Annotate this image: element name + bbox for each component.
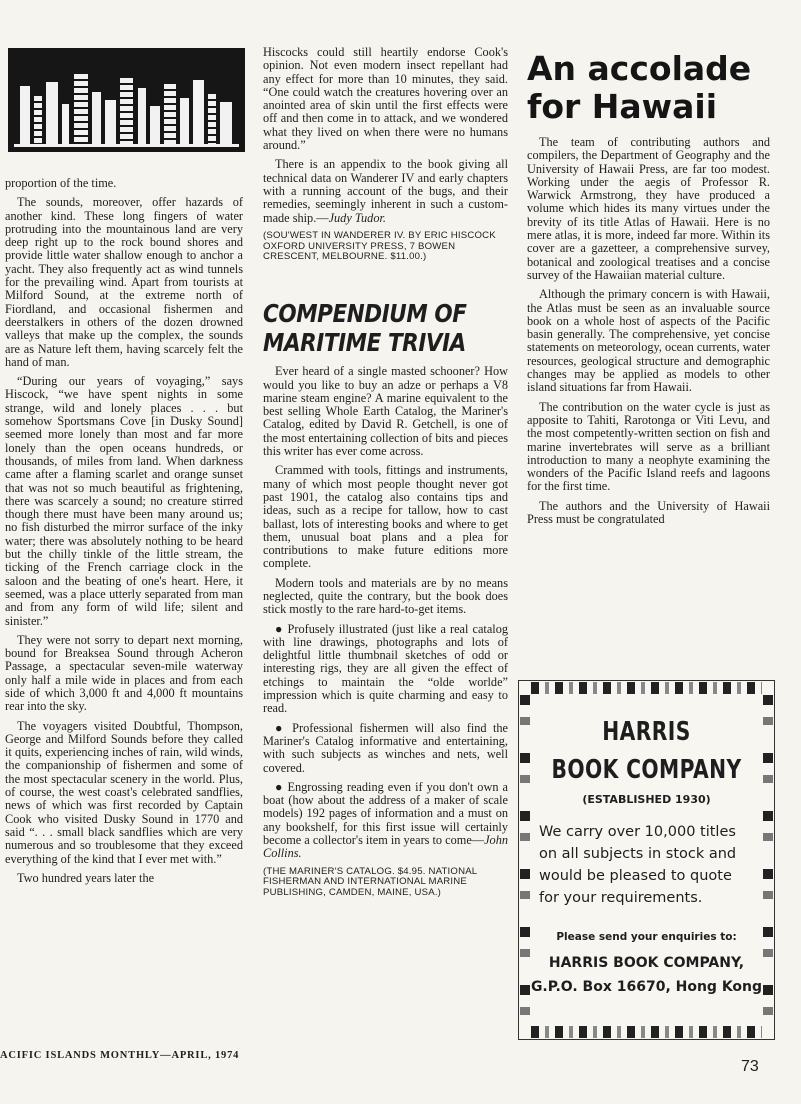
- ornamental-border: [531, 682, 762, 694]
- book-spine-icon: [92, 92, 101, 144]
- article-paragraph: proportion of the time.: [5, 176, 117, 190]
- article-paragraph: The voyagers visited Doubtful, Thompson, George and Milford Sounds before they called it quits, experiencing inches of rain, wild winds, the companionship of fishermen and some of the most spectacular scenery in the world. Plus, of course, the west coast's celebrated sandflies, news of which was first recorded by Captain Cook who visited Dusky Sound in 1770 and said “. . . small black sandflies which are very numerous and so troublesome that they exceed everything of the kind that I ever met with.”: [5, 718, 243, 866]
- book-spine-icon: [105, 100, 116, 144]
- book-spine-icon: [164, 84, 176, 144]
- article-paragraph: They were not sorry to depart next morning, bound for Breaksea Sound through Acheron Passage, a spectacular seven-mile waterway only half a mile wide in places and from each side of which 3,000 ft and 4,000 ft mountains rear into the sky.: [5, 632, 243, 714]
- book-reference: (THE MARINER'S CATALOG. $4.95. NATIONAL FISHERMAN AND INTERNATIONAL MARINE PUBLISHING, CAMDEN, MAINE, USA.): [263, 865, 477, 899]
- bookstore-advert: [518, 680, 775, 1040]
- article-text: There is an appendix to the book giving all technical data on Wanderer IV and early chapters with a running account of the bugs, and their remedies, seemingly inherent in such a custom-made ship.—: [263, 157, 508, 225]
- advert-company-name: BOOK COMPANY: [551, 755, 742, 785]
- page-number: 73: [741, 1058, 759, 1075]
- advert-enquiries: Please send your enquiries to:: [556, 931, 737, 943]
- book-spine-icon: [180, 98, 189, 144]
- article-heading: [263, 299, 474, 357]
- article-text: ● Engrossing reading even if you don't own a boat (how about the address of a maker of scale models) 192 pages of information and a must on any bookshelf, for this first issue will certainly become a collector's item in years to come—: [263, 779, 508, 848]
- article-paragraph: The team of contributing authors and compilers, the Department of Geography and the University of Hawaii Press, are far too modest. Working under the aegis of Professor R. Warwick Armstrong, they have produced a volume which hides its many virtues under the brevity of its title Atlas of Hawaii. Here is no mere atlas, it is more, indeed far more. Within its cover are a gazetteer, a comprehensive survey, botanical and zoological treatises and a concise survey of the Hawaiian material culture.: [527, 135, 770, 282]
- book-spine-icon: [74, 74, 88, 144]
- book-spine-icon: [220, 102, 232, 144]
- page-footer: ACIFIC ISLANDS MONTHLY—APRIL, 1974: [0, 1050, 240, 1061]
- article-paragraph: “During our years of voyaging,” says Hiscock, “we have spent nights in some strange, wild and lonely places . . . but somehow Sportsmans Cove [in Dusky Sound] seemed more lonely than most and far more lonely than the open oceans hundreds, or thousands, of miles from land. When darkness came after a flaming scarlet and orange sunset that was not so much beautiful as frightening, there was scarcely a sound; no creature stirred though there must have been many around us; no fish disturbed the mirror surface of the inky water; there was absolutely nothing to be heard but the chilly tinkle of the little stream, the ticking of the French carriage clock in the saloon and the beating of one's heart. Here, it seemed, was a place utterly separated from man and from any form of wild life; silent and sinister.”: [5, 374, 243, 628]
- ornamental-border: [531, 1026, 762, 1038]
- right-column: [527, 50, 770, 532]
- article-paragraph: [263, 158, 508, 224]
- article-paragraph: The authors and the University of Hawaii Press must be congratulated: [527, 498, 770, 527]
- shelf-line: [14, 144, 239, 147]
- heading-line: for Hawaii: [527, 87, 718, 126]
- book-spine-icon: [150, 106, 160, 144]
- byline: John Collins.: [263, 833, 508, 861]
- article-paragraph: The contribution on the water cycle is just as apposite to Tahiti, Rarotonga or Viti Levu, and the most competently-written section on fish and marine invertebrates will serve as a brilliant introduction to many a neophyte examining the wonders of the Pacific Island reefs and lagoons for the first time.: [527, 399, 770, 494]
- article-paragraph: Two hundred years later the: [17, 870, 155, 885]
- article-paragraph: Ever heard of a single masted schooner? How would you like to buy an adze or perhaps a V8 marine steam engine? A marine equivalent to the best selling Whole Earth Catalog, the Mariner's Catalog, edited by David R. Getchell, is one of the most entertaining collection of bits and pieces this writer has ever come across.: [263, 364, 508, 459]
- heading-line: COMPENDIUM OF: [263, 299, 467, 329]
- book-spine-icon: [20, 86, 30, 144]
- book-spine-icon: [62, 104, 69, 144]
- advert-address: G.P.O. Box 16670, Hong Kong: [530, 979, 763, 995]
- article-paragraph: Modern tools and materials are by no means neglected, quite the contrary, but the book does stick mostly to the rare hard-to-get items.: [263, 575, 508, 617]
- book-spine-icon: [34, 96, 42, 144]
- book-spine-icon: [120, 78, 133, 144]
- ornamental-border: [763, 695, 773, 1025]
- advert-address: HARRIS BOOK COMPANY,: [548, 955, 745, 971]
- heading-line: An accolade: [527, 49, 752, 88]
- book-spine-icon: [138, 88, 146, 144]
- left-column: [5, 177, 243, 891]
- book-spine-icon: [46, 82, 58, 144]
- article-heading: [527, 50, 770, 126]
- advert-company-name: HARRIS: [602, 717, 691, 747]
- middle-column: [263, 46, 508, 899]
- heading-line: MARITIME TRIVIA: [263, 328, 466, 358]
- article-paragraph: ● Professional fishermen will also find the Mariner's Catalog informative and entertaining, with such subjects as winches and nets, well covered.: [263, 720, 508, 775]
- article-paragraph: ● Profusely illustrated (just like a real catalog with line drawings, photographs and lots of delightful little thumbnail sketches of odd or interesting rigs, they are all given the effect of etchings to maintain the “olde worlde” impression which is quite charming and easy to read.: [263, 621, 508, 716]
- advert-established: (ESTABLISHED 1930): [582, 793, 711, 806]
- bookshelf-logo: [8, 48, 245, 152]
- advert-body: We carry over 10,000 titles on all subjects in stock and would be pleased to quote for your requirements.: [539, 824, 737, 906]
- article-paragraph: Although the primary concern is with Hawaii, the Atlas must be seen as an invaluable source book on a whole host of aspects of the Pacific basin generally. The comprehensive, yet concise statements on meteorology, ocean currents, water resources, geological structure and demographic changes may be applied as models to other island situations far from Hawaii.: [527, 287, 770, 395]
- book-spine-icon: [208, 94, 216, 144]
- article-paragraph: [263, 781, 508, 861]
- byline: Judy Tudor.: [328, 210, 386, 225]
- book-reference: (SOU'WEST IN WANDERER IV. BY ERIC HISCOCK OXFORD UNIVERSITY PRESS, 7 BOWEN CRESCENT, MELBOURNE. $11.00.): [263, 229, 496, 263]
- article-paragraph: The sounds, moreover, offer hazards of another kind. These long fingers of water protruding into the mountainous land are very deep right up to the rock bound shores and provide little water shallow enough to anchor a yacht. They also frequently act as wind tunnels for the prevailing wind. Apart from tourists at Milford Sound, at the extreme north of Fiordland, and occasional fishermen and deerstalkers in others of the dozen drowned valleys that make up the complex, the sounds are as Nature left them, having scarcely felt the hand of man.: [5, 195, 243, 369]
- article-paragraph: Hiscocks could still heartily endorse Cook's opinion. Not even modern insect repellant had any effect for more than 10 minutes, they said. “One could watch the creatures hovering over an anointed area of skin until the first effects were off and then come in to attack, and we wondered what they lived on when there were no humans around.”: [263, 45, 508, 153]
- article-paragraph: Crammed with tools, fittings and instruments, many of which most people thought never got past 1901, the catalog also contains tips and ideas, such as a recipe for tallow, how to cast ballast, lots of interesting books and where to get them, unusual boat plans and a plea for contributions to make future editions more complete.: [263, 463, 508, 571]
- book-spine-icon: [193, 80, 204, 144]
- ornamental-border: [520, 695, 530, 1025]
